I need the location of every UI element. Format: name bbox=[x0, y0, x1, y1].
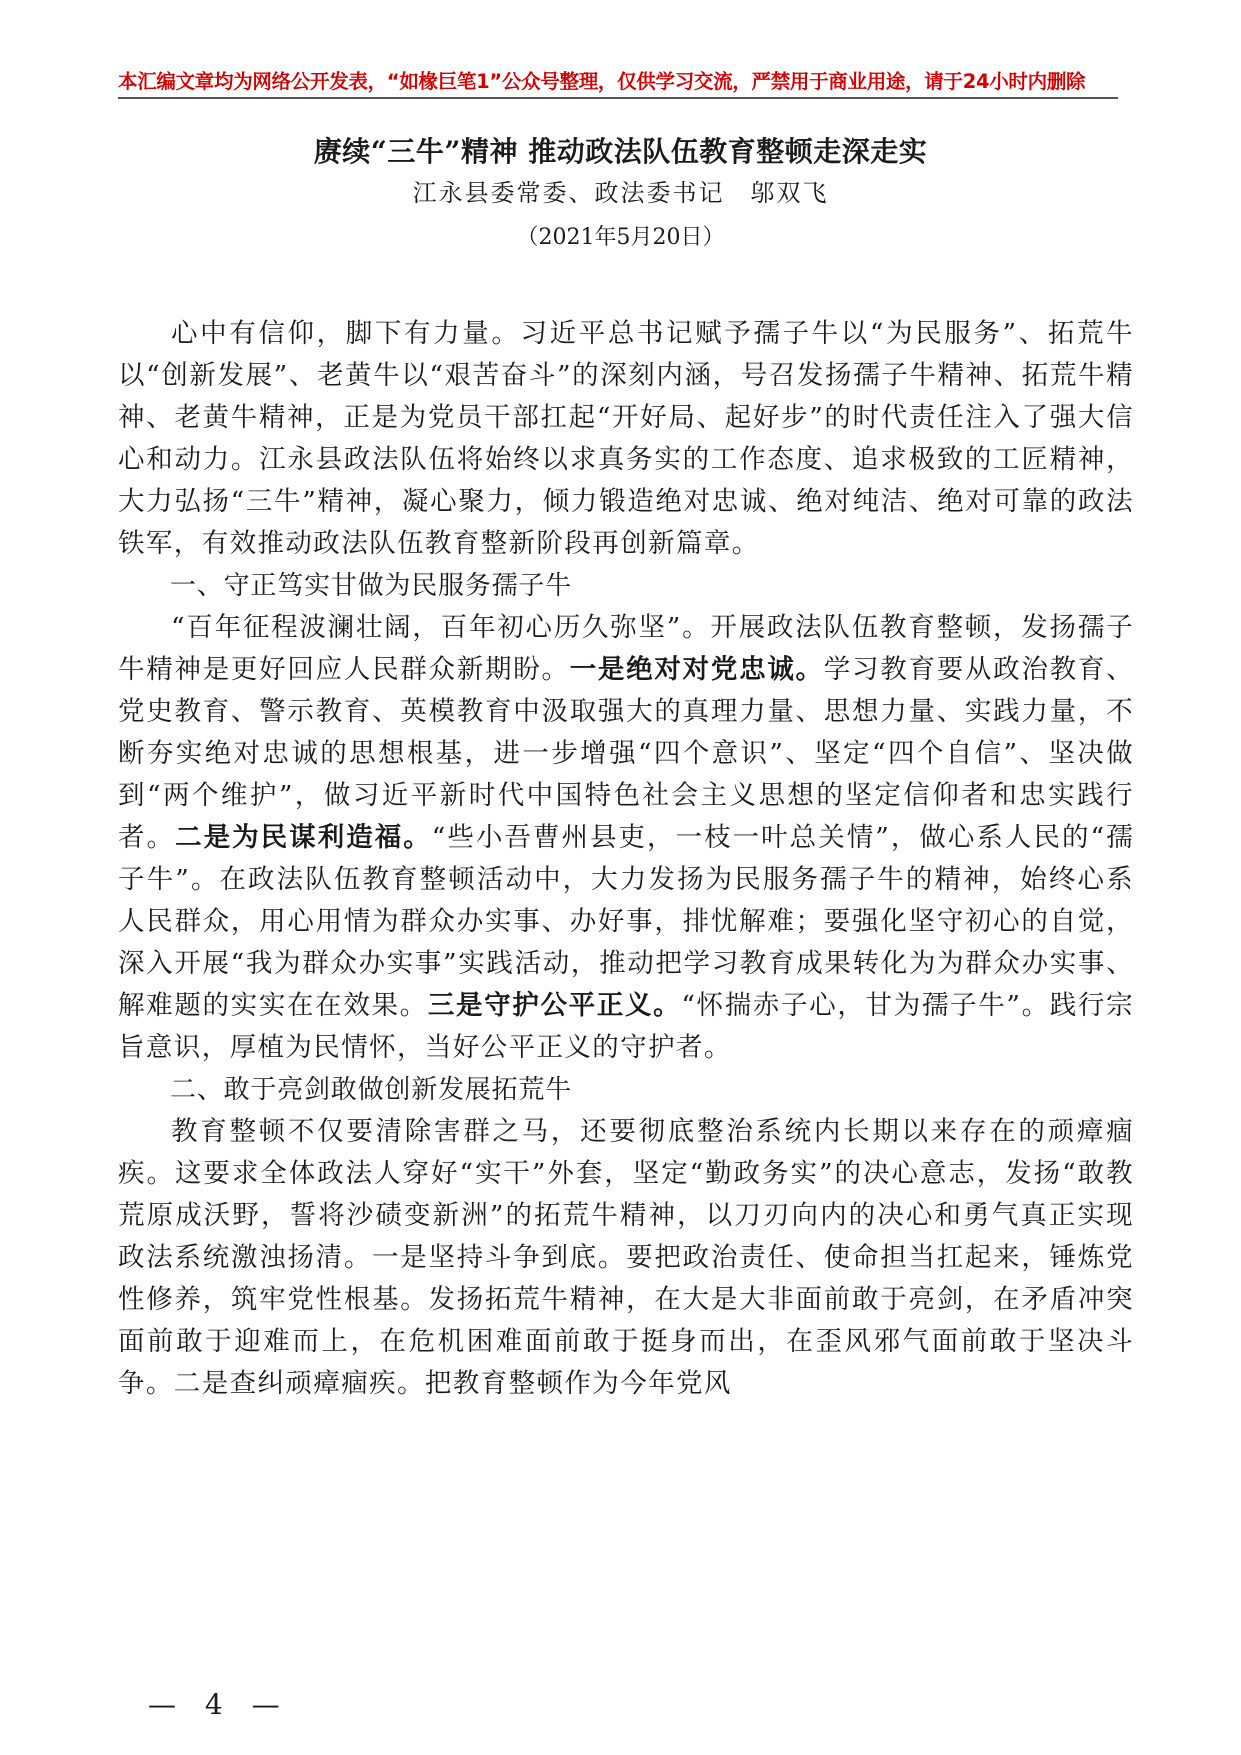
point-heading-2: 二是为民谋利造福。 bbox=[175, 822, 432, 853]
paragraph-text: “怀揣赤子心，甘为孺子牛”。践行宗旨意识，厚植为民情怀，当好公平正义的守护者。 bbox=[118, 990, 1134, 1063]
section2-paragraph: 教育整顿不仅要清除害群之马，还要彻底整治系统内长期以来存在的顽瘴痼疾。这要求全体政法人穿好“实干”外套，坚定“勤政务实”的决心意志，发扬“敢教荒原成沃野，誓将沙碛变新洲”的拓荒牛精神，以刀刃向内的决心和勇气真正实现政法系统激浊扬清。一是坚持斗争到底。要把政治责任、使命担当扛起来，锤炼党性修养，筑牢党性根基。发扬拓荒牛精神，在大是大非面前敢于亮剑，在矛盾冲突面前敢于迎难而上，在危机困难面前敢于挺身而出，在歪风邪气面前敢于坚决斗争。二是查纠顽瘴痼疾。把教育整顿作为今年党风 bbox=[118, 1116, 1134, 1399]
header-divider bbox=[118, 97, 1118, 99]
section-heading-1: 一、守正笃实甘做为民服务孺子牛 bbox=[170, 571, 573, 601]
paragraph-text: “百年征程波澜壮阔，百年初心历久弥坚”。开展政法队伍教育整顿，发扬孺子牛精神是更好回应人民群众新期盼。 bbox=[118, 612, 1134, 685]
section-heading-2: 二、敢于亮剑敢做创新发展拓荒牛 bbox=[170, 1075, 573, 1105]
intro-paragraph: 心中有信仰，脚下有力量。习近平总书记赋予孺子牛以“为民服务”、拓荒牛以“创新发展”、老黄牛以“艰苦奋斗”的深刻内涵，号召发扬孺子牛精神、拓荒牛精神、老黄牛精神，正是为党员干部扛起“开好局、起好步”的时代责任注入了强大信心和动力。江永县政法队伍将始终以求真务实的工作态度、追求极致的工匠精神，大力弘扬“三牛”精神，凝心聚力，倾力锻造绝对忠诚、绝对纯洁、绝对可靠的政法铁军，有效推动政法队伍教育整新阶段再创新篇章。 bbox=[118, 318, 1134, 559]
page-number: — 4 — bbox=[148, 1688, 290, 1721]
paragraph-text: 学习教育要从政治教育、党史教育、警示教育、英模教育中汲取强大的真理力量、思想力量、实践力量，不断夯实绝对忠诚的思想根基，进一步增强“四个意识”、坚定“四个自信”、坚决做到“两个维护”，做习近平新时代中国特色社会主义思想的坚定信仰者和忠实践行者。 bbox=[118, 654, 1134, 853]
article-body bbox=[118, 313, 1134, 1405]
article-title: 赓续“三牛”精神 推动政法队伍教育整顿走深走实 bbox=[313, 135, 928, 168]
article-author: 江永县委常委、政法委书记 邬双飞 bbox=[412, 179, 829, 207]
point-heading-3: 三是守护公平正义。 bbox=[427, 990, 682, 1021]
copyright-notice: 本汇编文章均为网络公开发表，“如椽巨笔1”公众号整理，仅供学习交流，严禁用于商业用途，请于24小时内删除 bbox=[118, 70, 1086, 93]
point-heading-1: 一是绝对对党忠诚。 bbox=[569, 654, 824, 685]
paragraph-text: “些小吾曹州县吏，一枝一叶总关情”，做心系人民的“孺子牛”。在政法队伍教育整顿活动中，大力发扬为民服务孺子牛的精神，始终心系人民群众，用心用情为群众办实事、办好事，排忧解难；要强化坚守初心的自觉，深入开展“我为群众办实事”实践活动，推动把学习教育成果转化为为群众办实事、解难题的实实在在效果。 bbox=[118, 822, 1134, 1021]
section1-paragraph bbox=[118, 607, 1134, 1069]
article-date: （2021年5月20日） bbox=[516, 225, 725, 250]
